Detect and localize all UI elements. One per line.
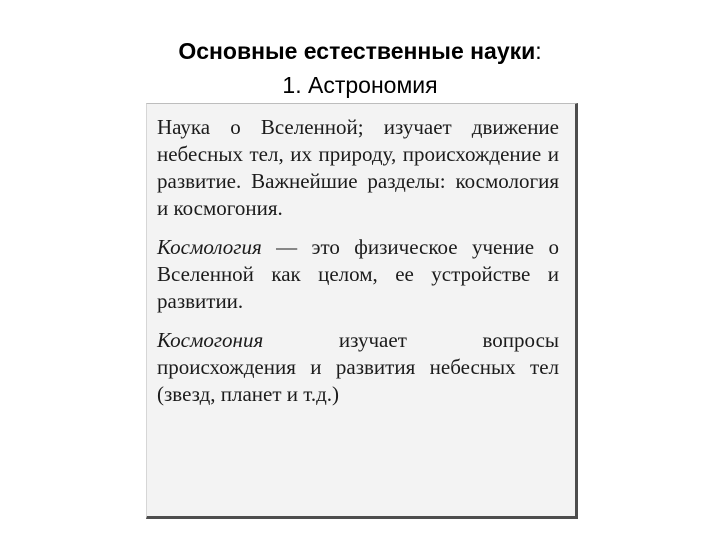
title-main: Основные естественные науки bbox=[178, 38, 536, 64]
slide-title bbox=[0, 34, 720, 102]
paragraph-astronomy-definition: Наука о Вселенной; изучает движение небесных тел, их природу, происхождение и развитие. Важнейшие разделы: космология и космогония. bbox=[157, 115, 559, 220]
scanned-text-box bbox=[146, 103, 578, 519]
slide-subtitle: 1. Астрономия bbox=[282, 72, 438, 98]
term-cosmogony: Космогония bbox=[157, 328, 264, 352]
cosmogony-definition: изучает вопросы происхождения и развития небесных тел (звезд, планет и т.д.) bbox=[157, 328, 559, 406]
title-colon: : bbox=[535, 38, 542, 64]
paragraph-cosmology bbox=[157, 234, 559, 315]
paragraph-cosmogony bbox=[157, 327, 559, 408]
term-cosmology: Космология bbox=[157, 235, 262, 259]
cosmology-definition: — это физическое учение о Вселенной как целом, ее устройстве и развитии. bbox=[157, 235, 559, 313]
